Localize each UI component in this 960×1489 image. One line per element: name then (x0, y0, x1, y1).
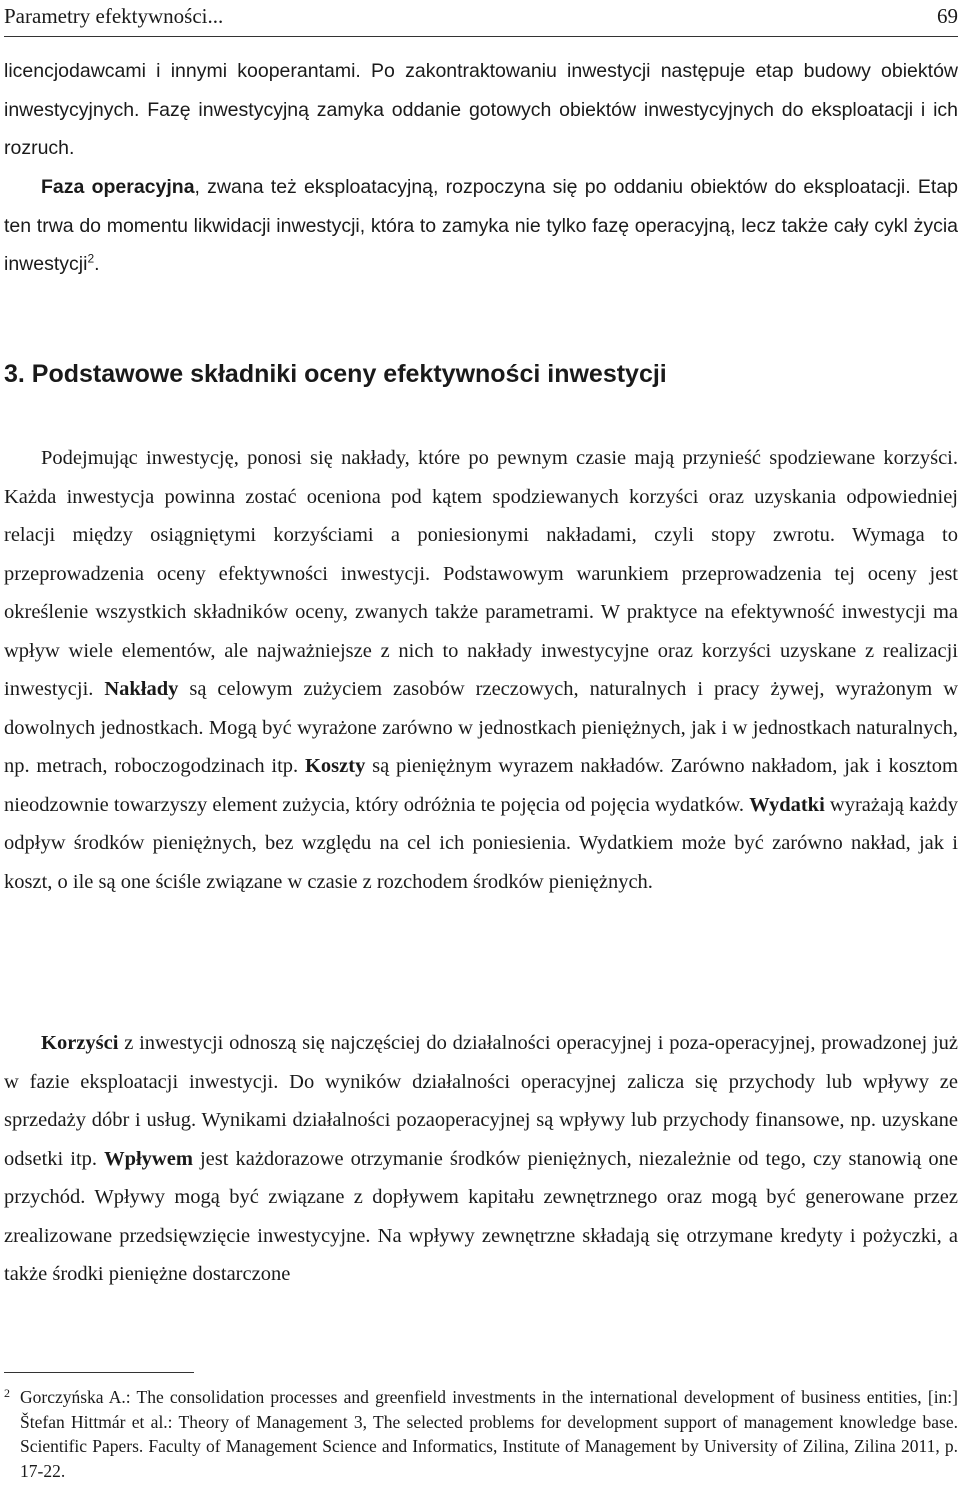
running-header (4, 2, 958, 37)
body-paragraph-2 (4, 1024, 958, 1294)
footnote-separator (4, 1372, 194, 1373)
term-korzysci: Korzyści (41, 1032, 119, 1054)
footnote (4, 1385, 958, 1483)
intro-paragraph-2-end: . (94, 253, 100, 275)
term-naklady: Nakłady (104, 678, 179, 700)
body-paragraph-1-part-b: są celowym zużyciem zasobów rzeczowych, naturalnych i pracy żywej, wyrażonym w dowolnych jednostkach. Mogą być wyrażone zarówno w jednostkach pieniężnych, jak i w jednostkach naturalnych, np. metrach, roboczogodzinach itp. (4, 678, 958, 777)
footnote-text: Gorczyńska A.: The consolidation processes and greenfield investments in the international development of business entities, [in:] Štefan Hittmár et al.: Theory of Management 3, The selected problems for development support of management knowledge base. Scientific Papers. Faculty of Management Science and Informatics, Institute of Management by University of Zilina, Zilina 2011, p. 17-22. (20, 1387, 958, 1481)
body-paragraph-1-part-d: wyrażają każdy odpływ środków pieniężnych, bez względu na cel ich poniesienia. Wydatkiem może być zarówno nakład, jak i koszt, o ile są one ściśle związane w czasie z rozchodem środków pieniężnych. (4, 793, 958, 893)
intro-paragraph-2 (4, 168, 958, 284)
footnote-reference: 2 (87, 251, 95, 266)
term-wydatki: Wydatki (749, 793, 825, 816)
footnote-mark: 2 (4, 1386, 10, 1400)
term-koszty: Koszty (304, 755, 366, 777)
body-paragraph-2-part-b: jest każdorazowe otrzymanie środków pieniężnych, niezależnie od tego, czy stanowią one przychód. Wpływy mogą być związane z dopływem kapitału zewnętrznego oraz mogą być generowane przez zrealizowane przedsięwzięcie inwestycyjne. Na wpływy zewnętrzne składają się otrzymane kredyty i pożyczki, a także środki pieniężne dostarczone (4, 1147, 958, 1285)
intro-paragraph-1-text: licencjodawcami i innymi kooperantami. Po zakontraktowaniu inwestycji następuje etap budowy obiektów inwestycyjnych. Fazę inwestycyjną zamyka oddanie gotowych obiektów inwestycyjnych do eksploatacji i ich rozruch. (4, 60, 958, 159)
section-heading: 3. Podstawowe składniki oceny efektywności inwestycji (4, 360, 667, 388)
body-paragraph-1-part-c: są pieniężnym wyrazem nakładów. Zarówno nakładom, jak i kosztom nieodzownie towarzyszy element zużycia, który odróżnia te pojęcia od pojęcia wydatków. (4, 755, 958, 816)
body-paragraph-1-part-a: Podejmując inwestycję, ponosi się nakłady, które po pewnym czasie mają przynieść spodziewane korzyści. Każda inwestycja powinna zostać oceniona pod kątem spodziewanych korzyści oraz uzyskania odpowiedniej relacji między osiągniętymi korzyściami a poniesionymi nakładami, czyli stopy zwrotu. Wymaga to przeprowadzenia oceny efektywności inwestycji. Podstawowym warunkiem przeprowadzenia tej oceny jest określenie wszystkich składników oceny, zwanych także parametrami. W praktyce na efektywność inwestycji ma wpływ wiele elementów, ale najważniejsze z nich to nakłady inwestycyjne oraz korzyści uzyskane z realizacji inwestycji. (4, 447, 958, 700)
page-number: 69 (937, 4, 958, 28)
intro-paragraph-1 (4, 52, 958, 168)
running-title: Parametry efektywności... (4, 4, 224, 28)
body-paragraph-1 (4, 439, 958, 901)
term-wplywem: Wpływem (104, 1147, 193, 1170)
body-paragraph-2-part-a: z inwestycji odnoszą się najczęściej do działalności operacyjnej i poza-operacyjnej, prowadzonej już w fazie eksploatacji inwestycji. Do wyników działalności operacyjnej zalicza się przychody lub wpływy ze sprzedaży dóbr i usług. Wynikami działalności pozaoperacyjnej są wpływy lub przychody finansowe, np. uzyskane odsetki itp. (4, 1032, 958, 1170)
intro-paragraph-2-text: , zwana też eksploatacyjną, rozpoczyna się po oddaniu obiektów do eksploatacji. Etap ten trwa do momentu likwidacji inwestycji, która to zamyka nie tylko fazę operacyjną, lecz także cały cykl życia inwestycji (4, 176, 959, 275)
term-faza-operacyjna: Faza operacyjna (41, 176, 195, 198)
